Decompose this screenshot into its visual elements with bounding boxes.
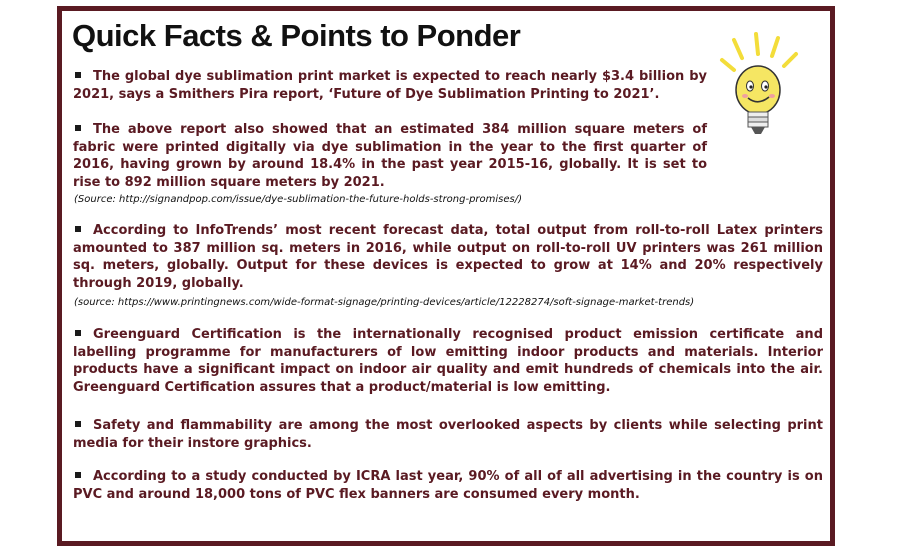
source-note: (Source: http://signandpop.com/issue/dye-sublimation-the-future-holds-strong-promises/) (74, 194, 523, 205)
bullet-icon (75, 472, 81, 478)
list-item: Greenguard Certification is the internationally recognised product emission certificate and labelling programme for manufacturers of low emitting indoor products and materials. Interior products have a significant impact on indoor air quality and emit hundreds of chemicals into the air. Greenguard Certification assures that a product/material is low emitting. (73, 327, 823, 395)
list-item: The above report also showed that an estimated 384 million square meters of fabric were printed digitally via dye sublimation in the year to the first quarter of 2016, having grown by around 18.4% in the past year 2015-16, globally. It is set to rise to 892 million square meters by 2021. (73, 122, 707, 190)
bullet-icon (75, 421, 81, 427)
bullet-icon (75, 72, 81, 78)
bullet-icon (75, 226, 81, 232)
bullet-icon (75, 125, 81, 131)
source-note: (source: https://www.printingnews.com/wide-format-signage/printing-devices/article/12228274/soft-signage-market-trends) (74, 297, 695, 308)
lightbulb-icon (712, 32, 808, 142)
list-item: The global dye sublimation print market is expected to reach nearly $3.4 billion by 2021, says a Smithers Pira report, ‘Future of Dye Sublimation Printing to 2021’. (73, 69, 707, 102)
list-item: Safety and flammability are among the most overlooked aspects by clients while selecting print media for their instore graphics. (73, 418, 823, 451)
page-title: Quick Facts & Points to Ponder (72, 18, 521, 53)
list-item: According to InfoTrends’ most recent forecast data, total output from roll-to-roll Latex printers amounted to 387 million sq. meters in 2016, while output on roll-to-roll UV printers was 261 million sq. meters, globally. Output for these devices is expected to grow at 14% and 20% respectively through 2019, globally. (73, 223, 823, 291)
bullet-icon (75, 330, 81, 336)
list-item: According to a study conducted by ICRA last year, 90% of all of all advertising in the country is on PVC and around 18,000 tons of PVC flex banners are consumed every month. (73, 469, 823, 502)
